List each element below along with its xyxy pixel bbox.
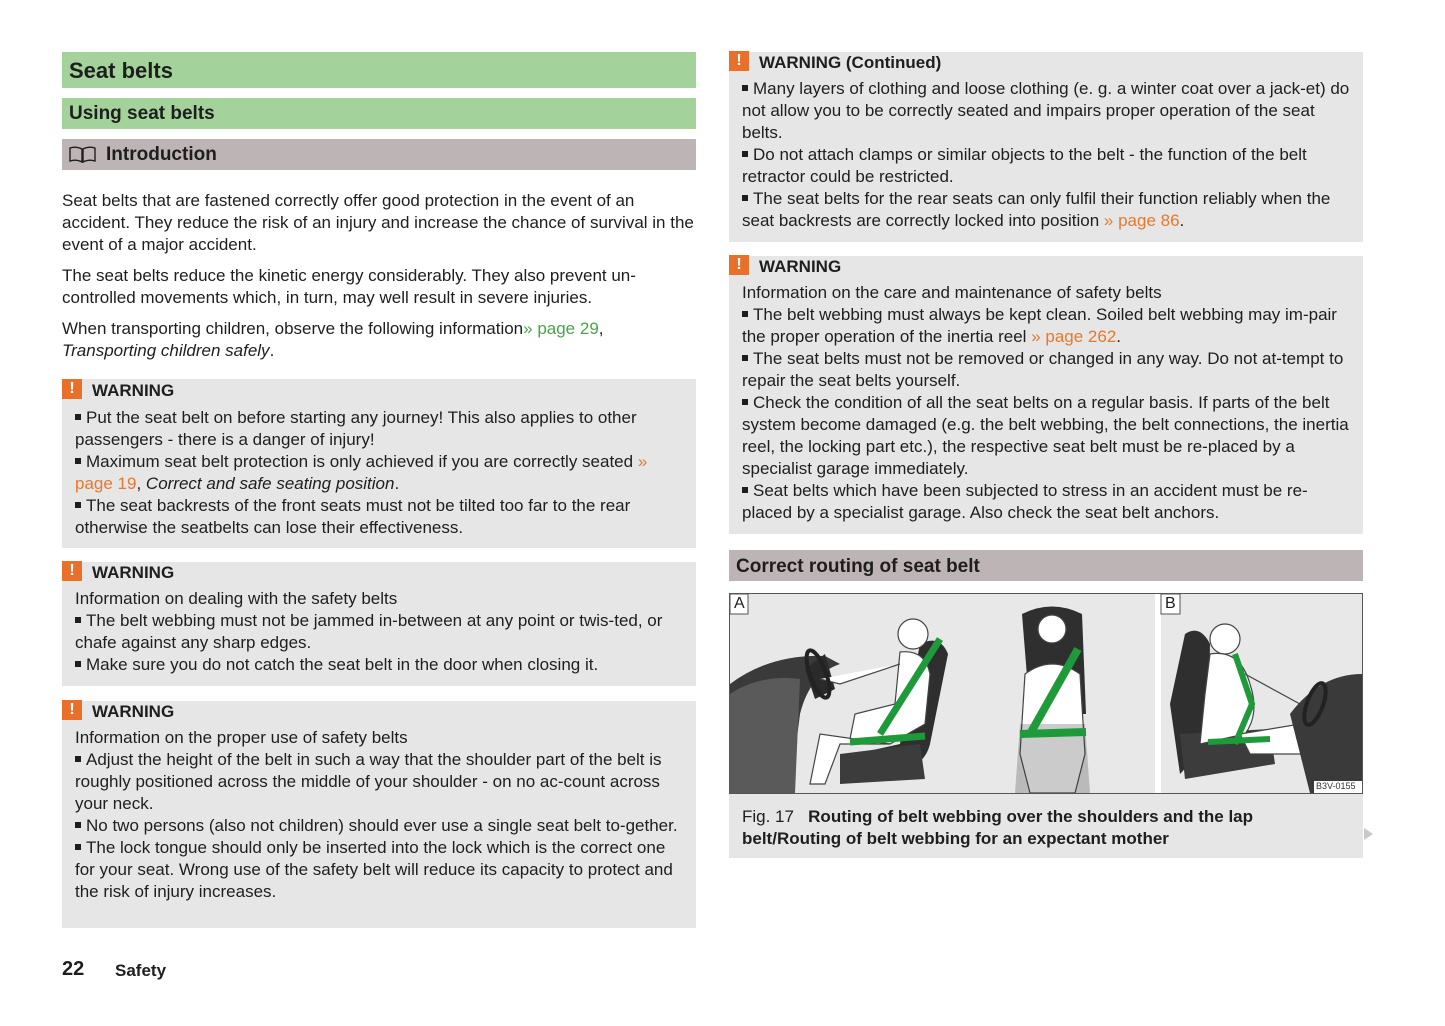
intro-paragraph: When transporting children, observe the following information» page 29, Transporting children safely.	[62, 319, 604, 360]
warning-bullet: The lock tongue should only be inserted into the lock which is the correct one for your seat. Wrong use of the safety belt will reduce its capacity to protect and the risk of injury increases.	[75, 838, 673, 901]
page-link[interactable]: » page 29	[523, 319, 599, 338]
warning-icon: !	[62, 379, 82, 399]
warning-bullet: The seat backrests of the front seats must not be tilted too far to the rear otherwise the seatbelts can lose their effectiveness.	[75, 496, 631, 537]
figure-code: B3V-0155	[1316, 781, 1356, 791]
warning-box-continued	[729, 52, 1363, 242]
warning-title: ! WARNING	[75, 701, 684, 723]
next-page-arrow-icon	[1364, 828, 1373, 840]
warning-bullet: No two persons (also not children) should ever use a single seat belt to-gether.	[75, 815, 684, 837]
warning-icon: !	[62, 700, 82, 720]
warning-box	[62, 562, 696, 686]
seat-belt-drawing	[730, 594, 1362, 793]
warning-bullet: Check the condition of all the seat belts on a regular basis. If parts of the belt system become damaged (e.g. the belt webbing, the belt connections, the inertia reel, the locking part etc.), the respective seat belt must be re-placed by a specialist garage immediately.	[742, 393, 1349, 478]
warning-bullet: Many layers of clothing and loose clothing (e. g. a winter coat over a jack-et) do not allow you to be correctly seated and impairs proper operation of the seat belts.	[742, 79, 1350, 142]
introduction-text	[62, 190, 696, 371]
figure-section-title: Correct routing of seat belt	[729, 550, 1363, 581]
figure-caption	[742, 806, 1352, 850]
warning-icon: !	[729, 255, 749, 275]
warning-bullet: The seat belts for the rear seats can only fulfil their function reliably when the seat backrests are correctly locked into position » page 86.	[742, 189, 1331, 230]
page-link[interactable]: » page 262	[1031, 327, 1117, 346]
panel-b-label: B	[1165, 595, 1176, 612]
warning-bullet: The belt webbing must not be jammed in-between at any point or twis-ted, or chafe against any sharp edges.	[75, 611, 663, 652]
page-number: 22	[62, 958, 85, 980]
warning-bullet: The belt webbing must always be kept clean. Soiled belt webbing may im-pair the proper operation of the inertia reel » page 262.	[742, 305, 1337, 346]
footer-section: Safety	[115, 961, 167, 980]
seat-belt-illustration	[729, 593, 1363, 794]
section-title: Seat belts	[62, 52, 696, 88]
warning-bullet: Put the seat belt on before starting any journey! This also applies to other passengers - there is a danger of injury!	[75, 408, 637, 449]
introduction-header	[62, 139, 696, 170]
warning-title: ! WARNING (Continued)	[742, 52, 1351, 74]
warning-box	[62, 701, 696, 928]
intro-paragraph: Seat belts that are fastened correctly offer good protection in the event of an accident. They reduce the risk of an injury and increase the chance of survival in the event of a major accident.	[62, 191, 694, 254]
warning-title: ! WARNING	[742, 256, 1351, 278]
warning-bullet: The seat belts must not be removed or changed in any way. Do not at-tempt to repair the seat belts yourself.	[742, 349, 1344, 390]
warning-icon: !	[62, 561, 82, 581]
warning-box	[729, 256, 1363, 534]
warning-box	[62, 379, 696, 548]
intro-paragraph: The seat belts reduce the kinetic energy considerably. They also prevent un-controlled movements which, in turn, may well result in severe injuries.	[62, 266, 636, 307]
panel-a-label: A	[734, 595, 745, 612]
warning-intro: Information on the care and maintenance of safety belts	[742, 283, 1162, 302]
warning-intro: Information on dealing with the safety belts	[75, 589, 398, 608]
open-book-icon	[69, 145, 96, 163]
page-link[interactable]: » page 19	[75, 452, 648, 493]
warning-bullet: Adjust the height of the belt in such a way that the shoulder part of the belt is roughly positioned across the middle of your shoulder - on no ac-count across your neck.	[75, 750, 662, 813]
figure-caption-text: Routing of belt webbing over the shoulders and the lap belt/Routing of belt webbing for an expectant mother	[742, 807, 1254, 848]
page-link[interactable]: » page 86	[1103, 211, 1180, 230]
warning-bullet: Make sure you do not catch the seat belt in the door when closing it.	[75, 654, 684, 676]
warning-title: ! WARNING	[75, 380, 684, 402]
subsection-title: Using seat belts	[62, 98, 696, 129]
warning-bullet: Maximum seat belt protection is only achieved if you are correctly seated » page 19, Correct and safe seating position.	[75, 452, 648, 493]
introduction-label: Introduction	[106, 144, 217, 165]
warning-intro: Information on the proper use of safety belts	[75, 728, 408, 747]
warning-title: ! WARNING	[75, 562, 684, 584]
warning-bullet: Do not attach clamps or similar objects to the belt - the function of the belt retractor could be restricted.	[742, 145, 1307, 186]
warning-bullet: Seat belts which have been subjected to stress in an accident must be re-placed by a specialist garage. Also check the seat belt anchors.	[742, 481, 1308, 522]
warning-icon: !	[729, 51, 749, 71]
figure-number: Fig. 17	[742, 807, 794, 826]
